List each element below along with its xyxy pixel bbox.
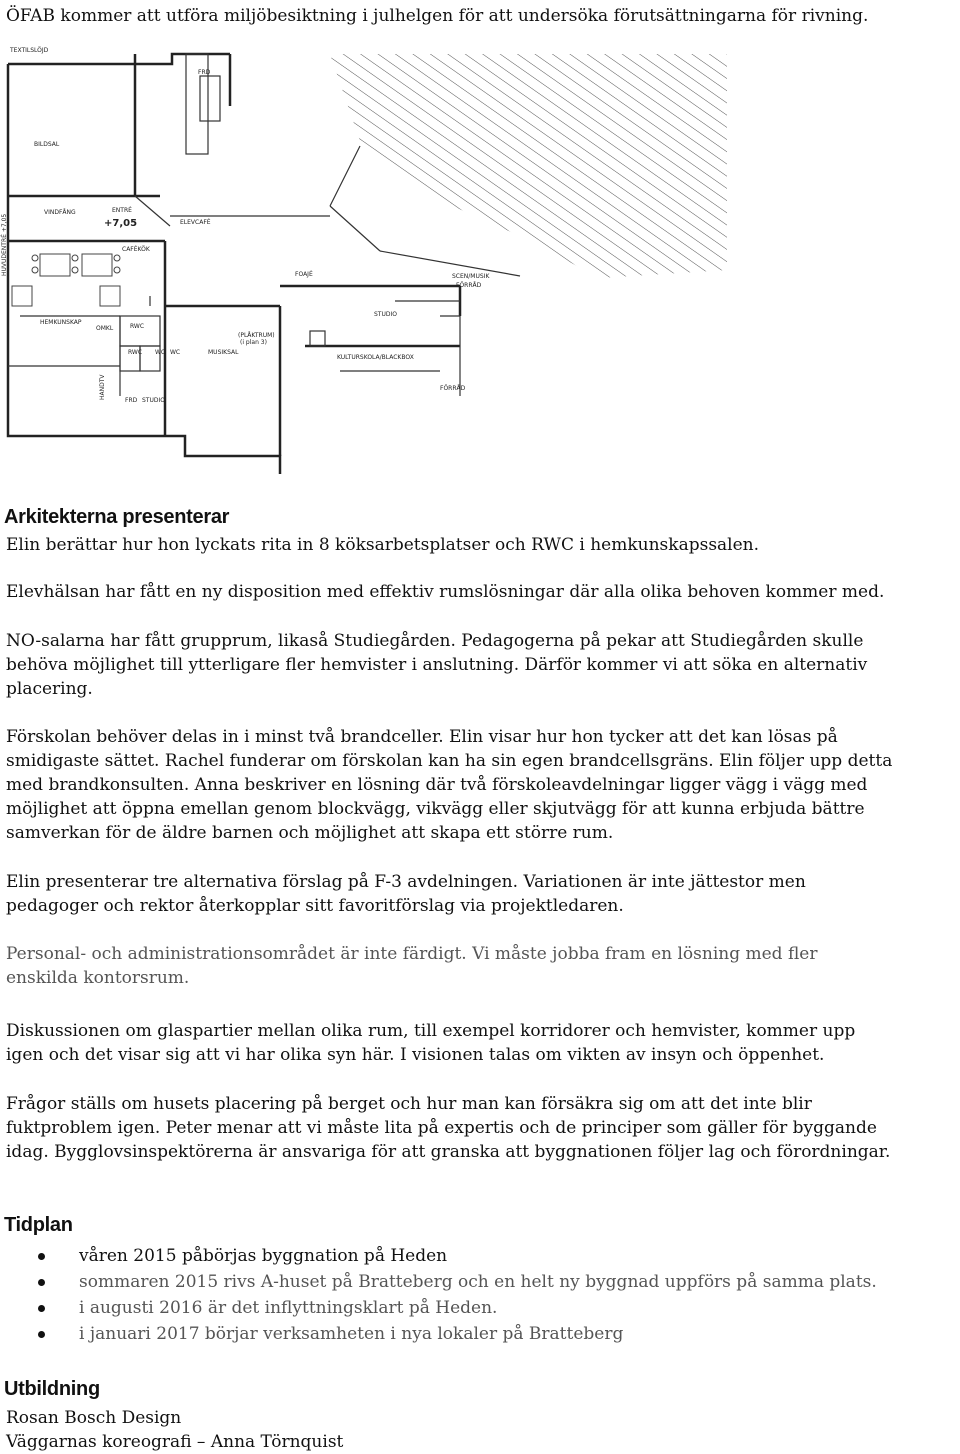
bullet-icon <box>38 1331 45 1338</box>
tidplan-item-text: i januari 2017 börjar verksamheten i nya lokaler på Bratteberg <box>79 1324 624 1344</box>
hatched-area <box>330 54 727 278</box>
paragraph-line: pedagoger och rektor återkopplar sitt favoritförslag via projektledaren. <box>6 896 624 916</box>
plan-label: OMKL <box>96 325 114 332</box>
plan-label: WC <box>170 349 181 356</box>
paragraph-line: idag. Bygglovsinspektörerna är ansvariga för att granska att byggnationen följer lag och förordningar. <box>6 1142 891 1162</box>
utbildning-line: Rosan Bosch Design <box>6 1408 182 1428</box>
paragraph-line: Personal- och administrationsområdet är inte färdigt. Vi måste jobba fram en lösning med fler <box>6 944 818 964</box>
bullet-icon <box>38 1279 45 1286</box>
paragraph-line: Elin presenterar tre alternativa förslag på F-3 avdelningen. Variationen är inte jättestor men <box>6 872 806 892</box>
plan-label: WC <box>155 349 166 356</box>
paragraph-line: igen och det visar sig att vi har olika syn här. I visionen talas om vikten av insyn och öppenhet. <box>6 1045 825 1065</box>
paragraph-line: fuktproblem igen. Peter menar att vi måste lita på expertis och de principer som gäller för byggande <box>6 1118 877 1138</box>
paragraph-line: möjlighet att öppna emellan genom blockvägg, vikvägg eller skjutvägg för att kunna erbjuda bättre <box>6 799 865 819</box>
section-heading-utbildning: Utbildning <box>4 1378 100 1400</box>
plan-label: FÖRRÅD <box>440 385 466 392</box>
floor-plan-drawing <box>0 46 730 476</box>
plan-label: STUDIO <box>142 397 165 404</box>
paragraph-line: Diskussionen om glaspartier mellan olika rum, till exempel korridorer och hemvister, kommer upp <box>6 1021 856 1041</box>
tidplan-item-text: sommaren 2015 rivs A-huset på Bratteberg och en helt ny byggnad uppförs på samma plats. <box>79 1272 877 1292</box>
paragraph-line: NO-salarna har fått grupprum, likaså Studiegården. Pedagogerna på pekar att Studiegården skulle <box>6 631 864 651</box>
plan-label: (PLÅKTRUM) <box>238 332 275 339</box>
plan-label: CAFÉKÖK <box>122 246 150 253</box>
plan-label: FRD <box>198 69 211 76</box>
intro-text: ÖFAB kommer att utföra miljöbesiktning i julhelgen för att undersöka förutsättningarna för rivning. <box>6 6 869 26</box>
plan-label: FÖRRÅD <box>456 282 482 289</box>
paragraph-line: Frågor ställs om husets placering på berget och hur man kan försäkra sig om att det inte blir <box>6 1094 812 1114</box>
paragraph-line: enskilda kontorsrum. <box>6 968 190 988</box>
plan-label: RWC <box>128 349 143 356</box>
utbildning-line: Väggarnas koreografi – Anna Törnquist <box>6 1432 344 1452</box>
paragraph-line: placering. <box>6 679 93 699</box>
plan-label: FOAJÉ <box>295 271 313 278</box>
plan-label: SCEN/MUSIK <box>452 273 490 280</box>
bullet-icon <box>38 1253 45 1260</box>
paragraph-line: samverkan för de äldre barnen och möjlighet att skapa ett större rum. <box>6 823 614 843</box>
tidplan-item-text: våren 2015 påbörjas byggnation på Heden <box>79 1246 448 1266</box>
plan-label: VINDFÅNG <box>44 209 76 216</box>
plan-label: TEXTILSLÖJD <box>10 47 49 54</box>
section-heading-tidplan: Tidplan <box>4 1214 73 1236</box>
plan-label: ENTRÉ <box>112 207 132 214</box>
bullet-icon <box>38 1305 45 1312</box>
plan-label: +7,05 <box>104 218 138 229</box>
paragraph-line: Förskolan behöver delas in i minst två brandceller. Elin visar hur hon tycker att det kan lösas på <box>6 727 838 747</box>
plan-label: HANDTV <box>99 374 106 400</box>
plan-label: RWC <box>130 323 145 330</box>
paragraph-line: med brandkonsulten. Anna beskriver en lösning där två förskoleavdelningar ligger vägg i vägg med <box>6 775 868 795</box>
paragraph-line: behöva möjlighet till ytterligare fler hemvister i anslutning. Därför kommer vi att söka en alternativ <box>6 655 868 675</box>
plan-label: HEMKUNSKAP <box>40 319 82 326</box>
plan-label: ELEVCAFÉ <box>180 219 211 226</box>
paragraph-line: Elevhälsan har fått en ny disposition med effektiv rumslösningar där alla olika behoven kommer med. <box>6 582 885 602</box>
plan-label: FRD <box>125 397 138 404</box>
plan-label: MUSIKSAL <box>208 349 239 356</box>
plan-label: STUDIO <box>374 311 397 318</box>
plan-label: KULTURSKOLA/BLACKBOX <box>337 354 414 361</box>
plan-label: (i plan 3) <box>240 339 267 346</box>
plan-label: HUVUDENTRÉ +7,05 <box>1 213 8 276</box>
paragraph-line: smidigaste sättet. Rachel funderar om förskolan kan ha sin egen brandcellsgräns. Elin följer upp detta <box>6 751 893 771</box>
tidplan-item-text: i augusti 2016 är det inflyttningsklart på Heden. <box>79 1298 498 1318</box>
paragraph-line: Elin berättar hur hon lyckats rita in 8 köksarbetsplatser och RWC i hemkunskapssalen. <box>6 535 760 555</box>
section-heading-arkitekterna: Arkitekterna presenterar <box>4 506 230 528</box>
plan-label: BILDSAL <box>34 141 60 148</box>
